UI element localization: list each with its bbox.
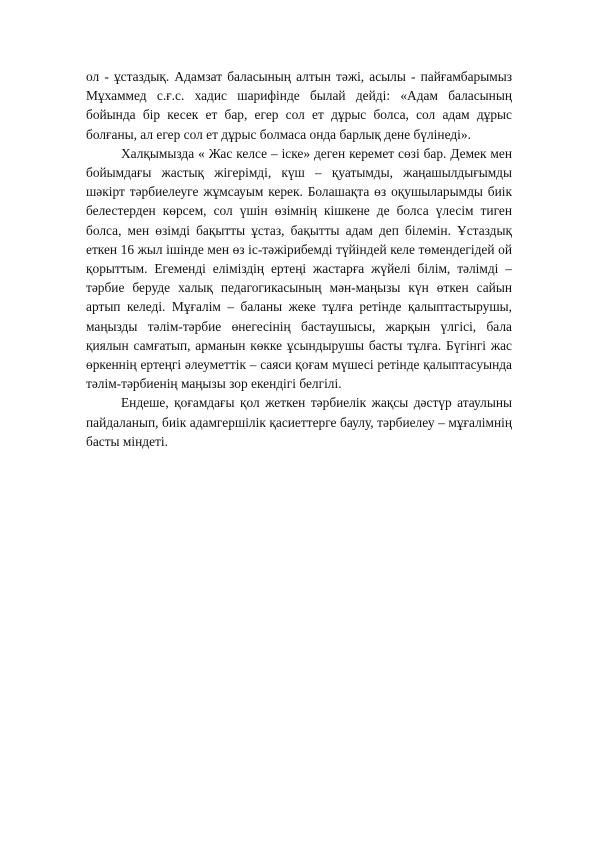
paragraph-1: ол - ұстаздық. Адамзат баласының алтын тәжі, асылы - пайғамбарымыз Мұхаммед с.ғ.с. хадис шарифінде былай дейді: «Адам баласының бойында бір кесек ет бар, егер сол ет дұрыс болса, сол адам дұрыс болғаны, ал егер сол ет дұрыс болмаса онда барлық дене бүлінеді».: [86, 69, 512, 142]
paragraph-2: Халқымызда « Жас келсе – іске» деген керемет сөзі бар. Демек мен бойымдағы жастық жігерімді, күш – қуатымды, жаңашылдығымды шәкірт тәрбиелеуге жұмсауым керек. Болашақта өз оқушыларымды биік белестерден көрсем, сол үшін өзімнің кішкене де болса үлесім тиген болса, мен өзімді бақытты ұстаз, бақытты адам деп білемін. Ұстаздық еткен 16 жыл ішінде мен өз іс-тәжірибемді түйіндей келе төмендегідей ой қорыттым. Егеменді еліміздің ертеңі жастарға жүйелі білім, тәлімді – тәрбие беруде халық педагогикасының мән-маңызы күн өткен сайын артып келеді. Мұғалім – баланы жеке тұлға ретінде қалыптастырушы, маңызды тәлім-тәрбие өнегесінің бастаушысы, жарқын үлгісі, бала қиялын самғатып, арманын көкке ұсындырушы басты тұлға. Бүгінгі жас өркеннің ертеңгі әлеуметтік – саяси қоғам мүшесі ретінде қалыптасуында тәлім-тәрбиенің маңызы зор екендігі белгілі.: [86, 145, 512, 392]
document-body: [86, 67, 512, 451]
paragraph-3: Ендеше, қоғамдағы қол жеткен тәрбиелік жақсы дәстүр атаулыны пайдаланып, биік адамгершілік қасиеттерге баулу, тәрбиелеу – мұғалімнің басты міндеті.: [86, 395, 512, 449]
